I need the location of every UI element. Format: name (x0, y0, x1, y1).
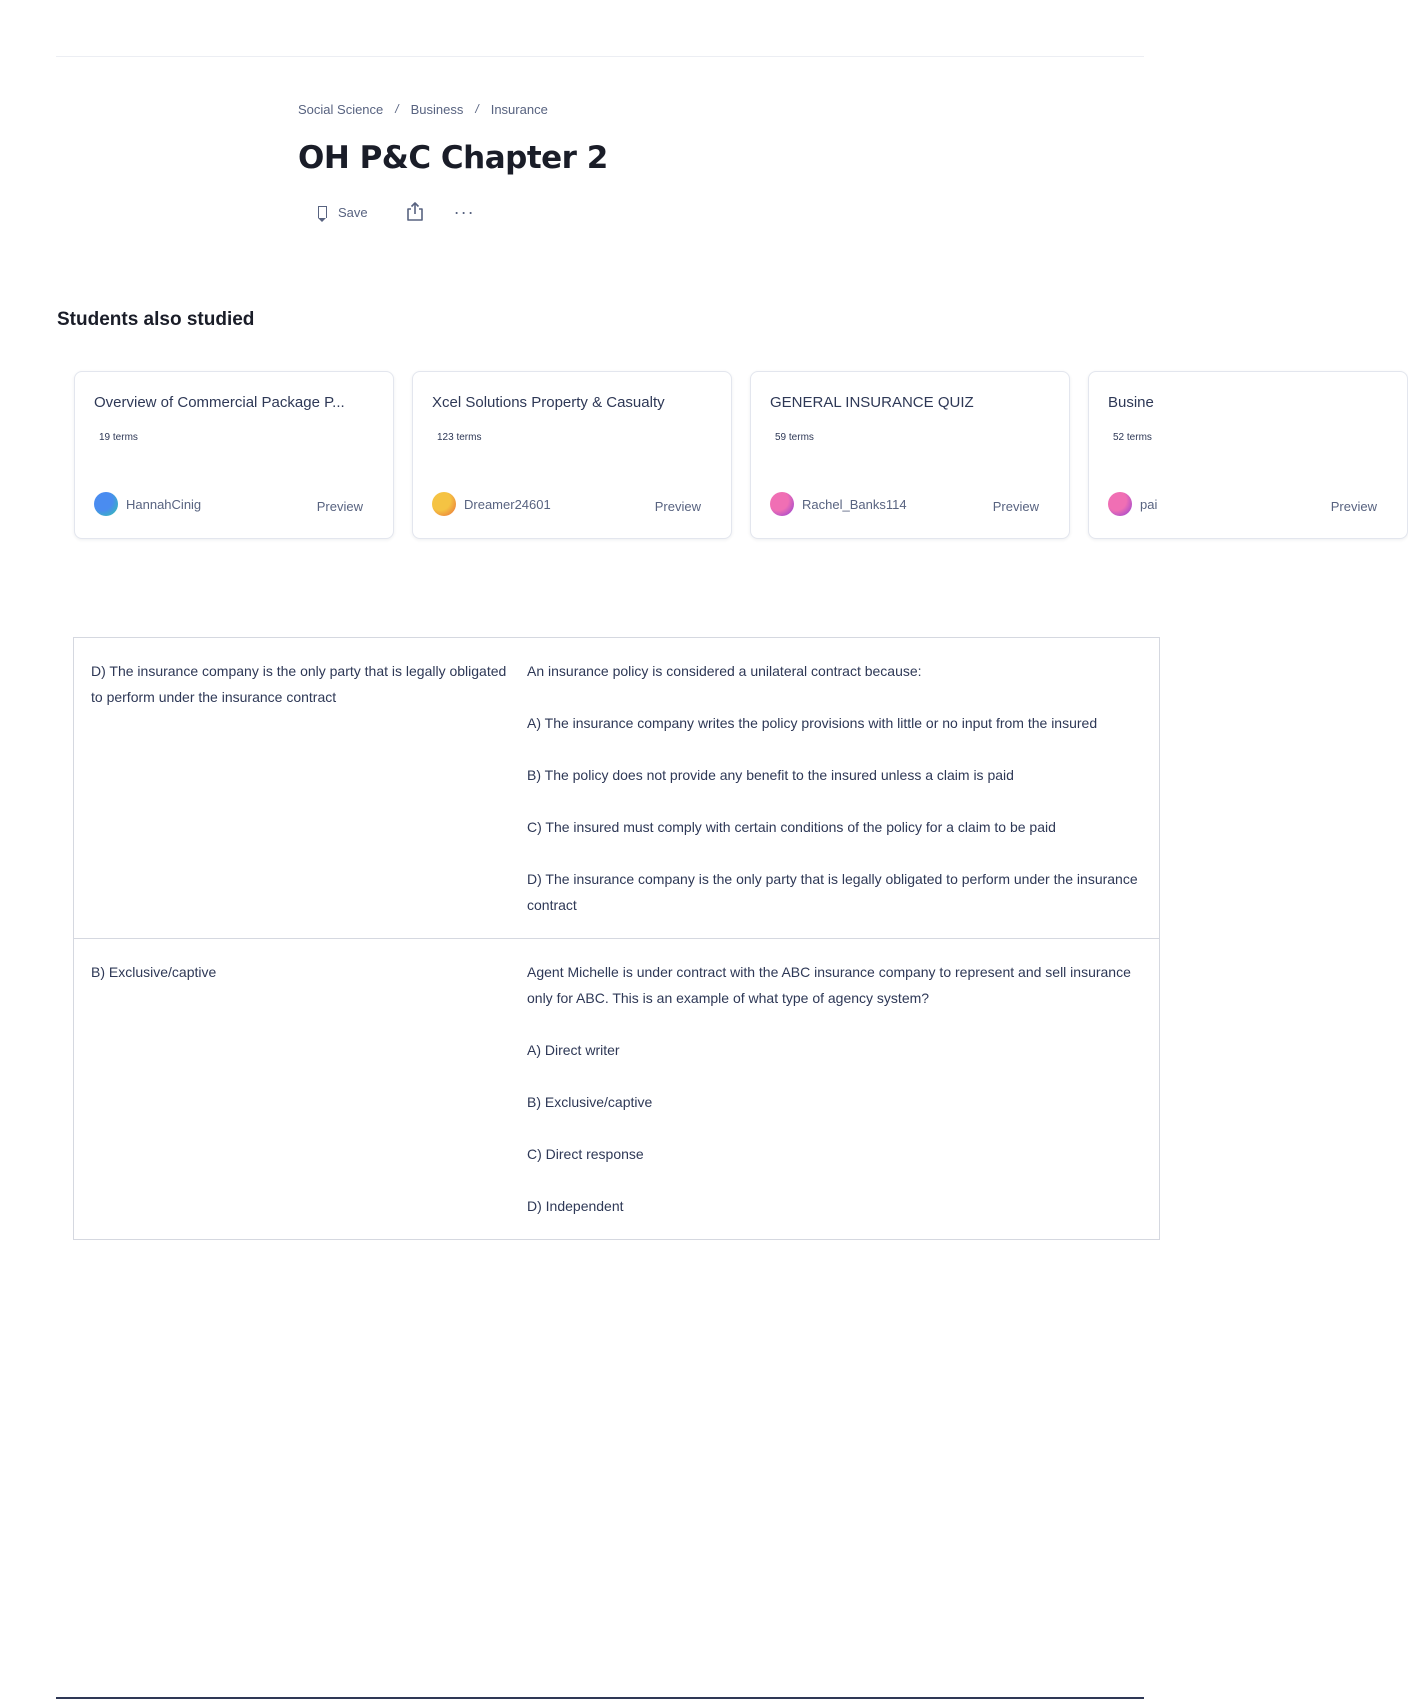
card-username[interactable]: Rachel_Banks114 (802, 496, 907, 512)
table-row (74, 938, 1159, 1239)
more-options-icon[interactable]: ··· (453, 202, 475, 222)
related-sets-carousel (74, 371, 1377, 541)
related-sets-track (74, 371, 1377, 539)
card-footer (432, 492, 701, 516)
breadcrumb-separator: / (475, 102, 479, 116)
breadcrumb-separator: / (395, 102, 399, 116)
card-preview-button[interactable]: Preview (992, 498, 1039, 514)
card-title: Xcel Solutions Property & Casualty (432, 394, 665, 411)
card-term-count: 19 terms (99, 432, 138, 443)
card-title: GENERAL INSURANCE QUIZ (770, 394, 974, 411)
card-username[interactable]: Dreamer24601 (464, 496, 551, 512)
card-term-count: 59 terms (775, 432, 814, 443)
card-username[interactable]: pai (1140, 496, 1158, 512)
card-footer (94, 492, 363, 516)
related-set-card[interactable] (412, 371, 732, 539)
page-title: OH P&C Chapter 2 (298, 140, 608, 176)
card-title: Busine (1108, 394, 1154, 411)
avatar (432, 492, 456, 516)
set-actions (298, 200, 998, 224)
question-line: Agent Michelle is under contract with the ABC insurance company to represent and sell insurance only for ABC. This is an example of what type of agency system? (527, 964, 1131, 1006)
question-line: B) The policy does not provide any benefit to the insured unless a claim is paid (527, 767, 1014, 783)
question-line: A) The insurance company writes the policy provisions with little or no input from the insured (527, 715, 1098, 731)
question-line: D) Independent (527, 1198, 624, 1214)
card-preview-button[interactable]: Preview (1330, 498, 1377, 514)
avatar (94, 492, 118, 516)
breadcrumb (298, 100, 998, 118)
save-label: Save (338, 204, 368, 220)
question-line: C) The insured must comply with certain conditions of the policy for a claim to be paid (527, 819, 1056, 835)
avatar (1108, 492, 1132, 516)
breadcrumb-social-science[interactable]: Social Science (298, 101, 384, 117)
set-header (298, 100, 998, 224)
card-footer (1108, 492, 1377, 516)
answer-cell: B) Exclusive/captive (91, 964, 217, 980)
related-set-card[interactable] (1088, 371, 1408, 539)
related-set-card[interactable] (750, 371, 1070, 539)
card-username[interactable]: HannahCinig (126, 496, 202, 512)
question-cell (527, 939, 1159, 1239)
question-line: B) Exclusive/captive (527, 1094, 653, 1110)
bookmark-icon (318, 206, 327, 218)
question-cell (527, 638, 1159, 938)
share-icon[interactable] (404, 201, 426, 223)
save-button[interactable] (318, 205, 368, 220)
question-line: An insurance policy is considered a unilateral contract because: (527, 663, 922, 679)
bottom-divider (56, 1697, 1144, 1699)
card-preview-button[interactable]: Preview (654, 498, 701, 514)
top-divider (56, 56, 1144, 57)
question-line: C) Direct response (527, 1146, 644, 1162)
question-line: A) Direct writer (527, 1042, 620, 1058)
breadcrumb-insurance[interactable]: Insurance (490, 101, 548, 117)
avatar (770, 492, 794, 516)
question-line: D) The insurance company is the only party that is legally obligated to perform under the insurance contract (527, 871, 1138, 913)
card-preview-button[interactable]: Preview (316, 498, 363, 514)
term-definition-table (73, 637, 1160, 1240)
card-title: Overview of Commercial Package P... (94, 394, 345, 411)
breadcrumb-business[interactable]: Business (410, 101, 464, 117)
card-term-count: 123 terms (437, 432, 482, 443)
answer-cell: D) The insurance company is the only party that is legally obligated to perform under the insurance contract (91, 663, 507, 705)
students-also-studied-heading: Students also studied (57, 309, 255, 330)
table-row (74, 638, 1159, 938)
card-footer (770, 492, 1039, 516)
card-term-count: 52 terms (1113, 432, 1152, 443)
related-set-card[interactable] (74, 371, 394, 539)
